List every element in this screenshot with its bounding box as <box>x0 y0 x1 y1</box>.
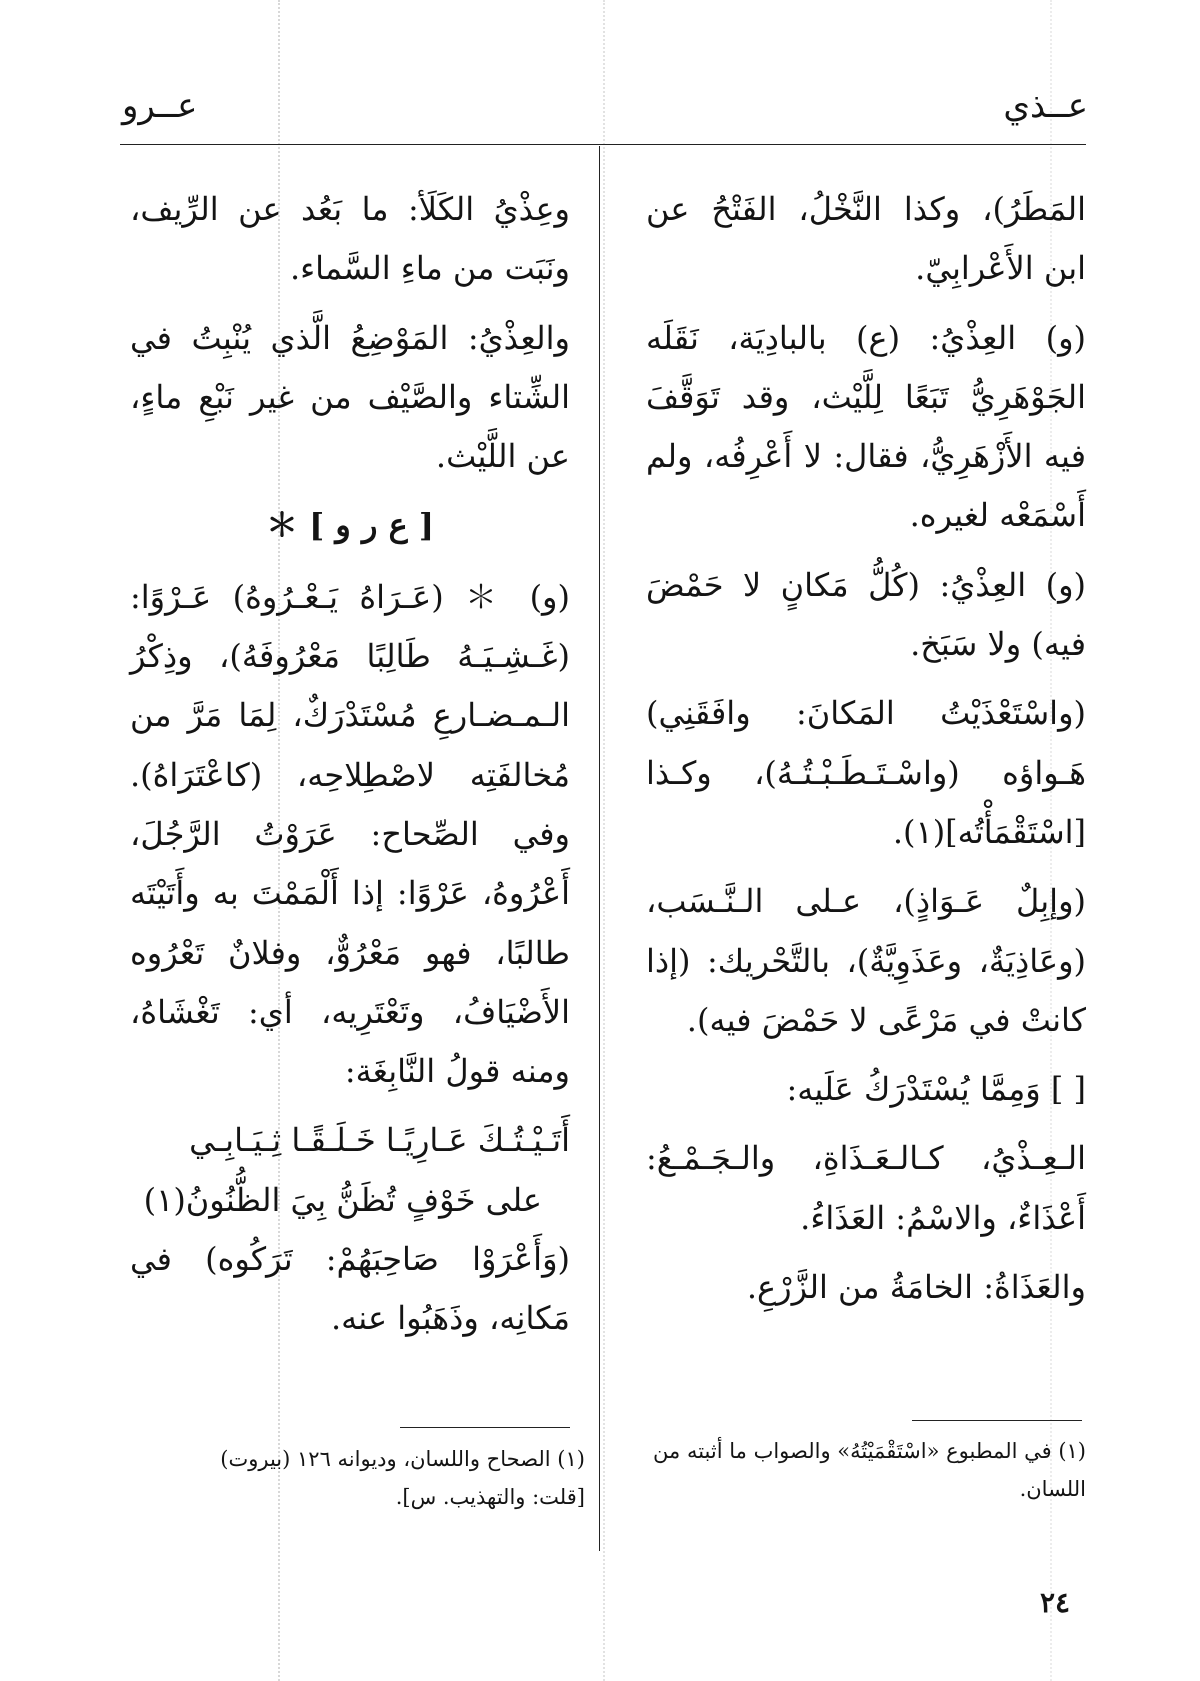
right-column <box>646 180 1086 1327</box>
scan-artifact <box>603 0 605 1681</box>
paragraph: (و) العِذْيُ: (كُلُّ مَكانٍ لا حَمْضَ فيه) ولا سَبَخ. <box>646 565 1086 664</box>
paragraph: (وَأَعْرَوْا صَاحِبَهُمْ: تَرَكُوه) في مَكانِه، وذَهَبُوا عنه. <box>130 1240 570 1338</box>
left-column <box>130 180 570 1359</box>
entry-heading: [ ع ر و ] ＊ <box>266 506 434 545</box>
header-rule <box>120 144 1086 145</box>
footnote-rule <box>912 1420 1082 1421</box>
footnote: (١) في المطبوع «اسْتَقْمَيْتُهُ» والصواب ما أثبته من اللسان. <box>653 1439 1086 1501</box>
running-head-left: عــرو <box>122 86 198 126</box>
running-head-right: عــذي <box>1003 86 1088 126</box>
paragraph: والعَذَاةُ: الخامَةُ من الزَّرْعِ. <box>746 1268 1086 1307</box>
footnote-line: (١) الصحاح واللسان، وديوانه ١٢٦ (بيروت) <box>220 1447 585 1471</box>
paragraph: (وإبِلٌ عَـوَاذٍ)، عـلى الـنَّـسَب، (وعَاذِيَةٌ، وعَذَوِيَّةٌ)، بالتَّحْريك: (إذا كانتْ في مَرْعًى لا حَمْضَ فيه). <box>646 882 1086 1039</box>
paragraph: والعِذْيُ: المَوْضِعُ الَّذي يُنْبِتُ في الشِّتاء والصَّيْف من غير نَبْعِ ماءٍ، عن اللَّيْث. <box>130 318 570 476</box>
paragraph: وعِذْيُ الكَلَأ: ما بَعُد عن الرِّيف، ونَبَت من ماءِ السَّماء. <box>130 190 570 288</box>
paragraph: [ ] وَمِمَّا يُسْتَدْرَكُ عَلَيه: <box>786 1070 1086 1109</box>
paragraph: المَطَرُ)، وكذا النَّخْلُ، الفَتْحُ عن ابن الأَعْرابِيّ. <box>646 190 1086 288</box>
paragraph: (واسْتَعْذَيْتُ المَكانَ: وافَقَنِي) هَـواؤه (واسْـتَـطَـبْـتُـهُ)، وكـذا [اسْتَقْمَأْتُه](١). <box>646 694 1086 851</box>
footnote-line: [قلت: والتهذيب. س]. <box>395 1485 585 1509</box>
page-number: ٢٤ <box>1040 1586 1071 1619</box>
paragraph: (و) ＊ (عَـرَاهُ يَـعْـرُوهُ) عَـرْوًا: (غَـشِـيَـهُ طَالِبًا مَعْرُوفَهُ)، وذِكْرُ الـمـضـارعِ مُسْتَدْرَكٌ، لِمَا مَرَّ من مُخالفَتِه لاصْطِلاحِه، (كاعْتَرَاهُ). وفي الصِّحاح: عَرَوْتُ الرَّجُلَ، أَعْرُوهُ، عَرْوًا: إذا أَلْمَمْتَ به وأَتَيْتَه طالبًا، فهو مَعْرُوٌّ، وفلانٌ تَعْرُوه الأَضْيَافُ، وتَعْتَرِيه، أي: تَغْشَاهُ، ومنه قولُ النَّابِغَة: <box>130 577 570 1091</box>
footnote-rule <box>400 1427 570 1428</box>
verse-line: على خَوْفٍ تُظَنُّ بِيَ الظُّنُونُ(١) <box>143 1180 542 1219</box>
footnote <box>130 1440 585 1516</box>
paragraph: (و) العِذْيُ: (ع) بالبادِيَة، نَقَلَه الجَوْهَرِيُّ تَبَعًا لِلَّيْث، وقد تَوَقَّفَ فيه الأَزْهَرِيُّ، فقال: لا أَعْرِفُه، ولم أَسْمَعْه لغيره. <box>646 318 1086 535</box>
column-divider <box>599 146 600 1551</box>
verse-line: أَتَـيْـتُـكَ عَـارِيًـا خَـلَـقًـا ثِـيَـابِـي <box>189 1121 570 1160</box>
paragraph: الـعِـذْيُ، كـالـعَـذَاةِ، والـجَـمْـعُ: أَعْذَاءٌ، والاسْمُ: العَذَاءُ. <box>646 1139 1086 1237</box>
